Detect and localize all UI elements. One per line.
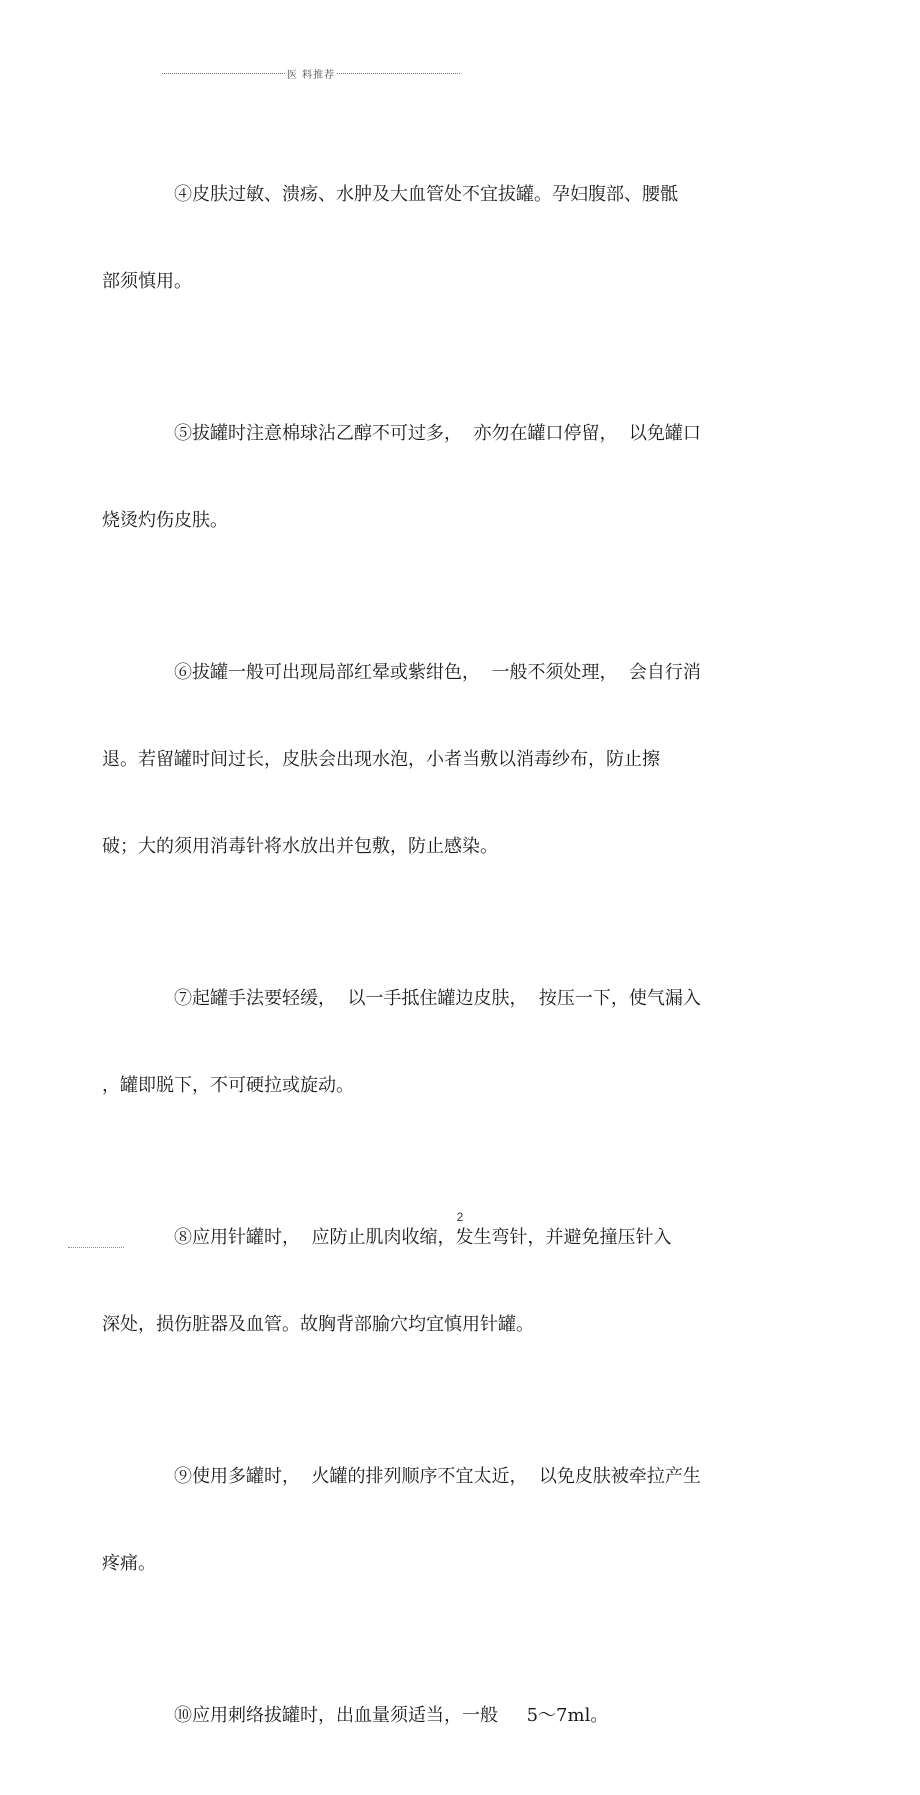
paragraph-line: ④皮肤过敏、溃疡、水肿及大血管处不宜拔罐。孕妇腹部、腰骶 bbox=[174, 184, 678, 205]
paragraph-line: ⑩应用刺络拔罐时，出血量须适当，一般 5～7ml。 bbox=[174, 1705, 609, 1726]
page-number: 2 bbox=[456, 1210, 464, 1224]
paragraph-line: ⑨使用多罐时， 火罐的排列顺序不宜太近， 以免皮肤被牵拉产生 bbox=[174, 1466, 701, 1487]
paragraph-line: 部须慎用。 bbox=[102, 271, 192, 292]
paragraph-line: ⑥拔罐一般可出现局部红晕或紫绀色， 一般不须处理， 会自行消 bbox=[174, 662, 701, 683]
paragraph-line: 疼痛。 bbox=[102, 1553, 156, 1574]
paragraph-item-10 bbox=[138, 1643, 770, 1788]
paragraph-line: 破；大的须用消毒针将水放出并包敷，防止感染。 bbox=[102, 836, 498, 857]
paragraph-item-4 bbox=[102, 122, 770, 354]
paragraph-item-9 bbox=[102, 1404, 770, 1636]
document-body bbox=[102, 122, 770, 1795]
header-dotted-rule-right bbox=[337, 73, 460, 74]
paragraph-item-5 bbox=[102, 361, 770, 593]
paragraph-line: ⑤拔罐时注意棉球沾乙醇不可过多， 亦勿在罐口停留， 以免罐口 bbox=[174, 423, 701, 444]
header-label: 医 料推荐 bbox=[286, 69, 336, 81]
paragraph-item-7 bbox=[102, 926, 770, 1158]
paragraph-line: ⑦起罐手法要轻缓， 以一手抵住罐边皮肤， 按压一下，使气漏入 bbox=[174, 988, 701, 1009]
paragraph-line: ⑧应用针罐时， 应防止肌肉收缩，发生弯针，并避免撞压针入 bbox=[174, 1227, 672, 1248]
paragraph-line: ，罐即脱下，不可硬拉或旋动。 bbox=[102, 1075, 354, 1096]
paragraph-line: 深处，损伤脏器及血管。故胸背部腧穴均宜慎用针罐。 bbox=[102, 1314, 534, 1335]
paragraph-item-8 bbox=[102, 1165, 770, 1397]
page-header bbox=[162, 66, 460, 80]
footer-dotted-rule bbox=[68, 1247, 124, 1248]
paragraph-line: 烧烫灼伤皮肤。 bbox=[102, 510, 228, 531]
header-dotted-rule-left bbox=[162, 73, 285, 74]
paragraph-line: 退。若留罐时间过长，皮肤会出现水泡，小者当敷以消毒纱布，防止擦 bbox=[102, 749, 660, 770]
paragraph-item-6 bbox=[102, 600, 770, 919]
